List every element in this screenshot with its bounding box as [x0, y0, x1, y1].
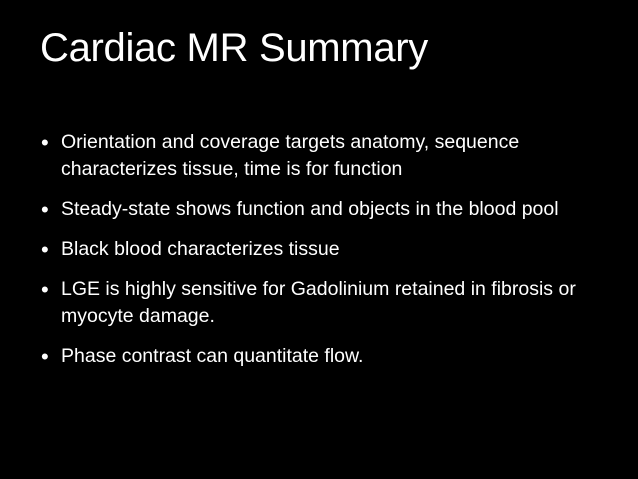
bullet-text: Steady-state shows function and objects in the blood pool — [61, 198, 559, 220]
bullet-dot-icon: • — [41, 237, 49, 262]
bullet-text: Phase contrast can quantitate flow. — [61, 345, 364, 367]
slide-title: Cardiac MR Summary — [40, 26, 428, 70]
bullet-text: Orientation and coverage targets anatomy, sequence characterizes tissue, time is for function — [61, 131, 520, 180]
bullet-item — [40, 129, 600, 183]
bullet-item — [40, 343, 600, 370]
bullet-dot-icon: • — [41, 197, 49, 222]
bullet-item — [40, 276, 600, 330]
bullet-item — [40, 196, 600, 223]
bullet-item — [40, 236, 600, 263]
bullet-dot-icon: • — [41, 130, 49, 155]
bullet-list — [40, 129, 600, 383]
bullet-dot-icon: • — [41, 344, 49, 369]
bullet-text: Black blood characterizes tissue — [61, 238, 340, 260]
bullet-text: LGE is highly sensitive for Gadolinium retained in fibrosis or myocyte damage. — [61, 278, 576, 327]
bullet-dot-icon: • — [41, 277, 49, 302]
